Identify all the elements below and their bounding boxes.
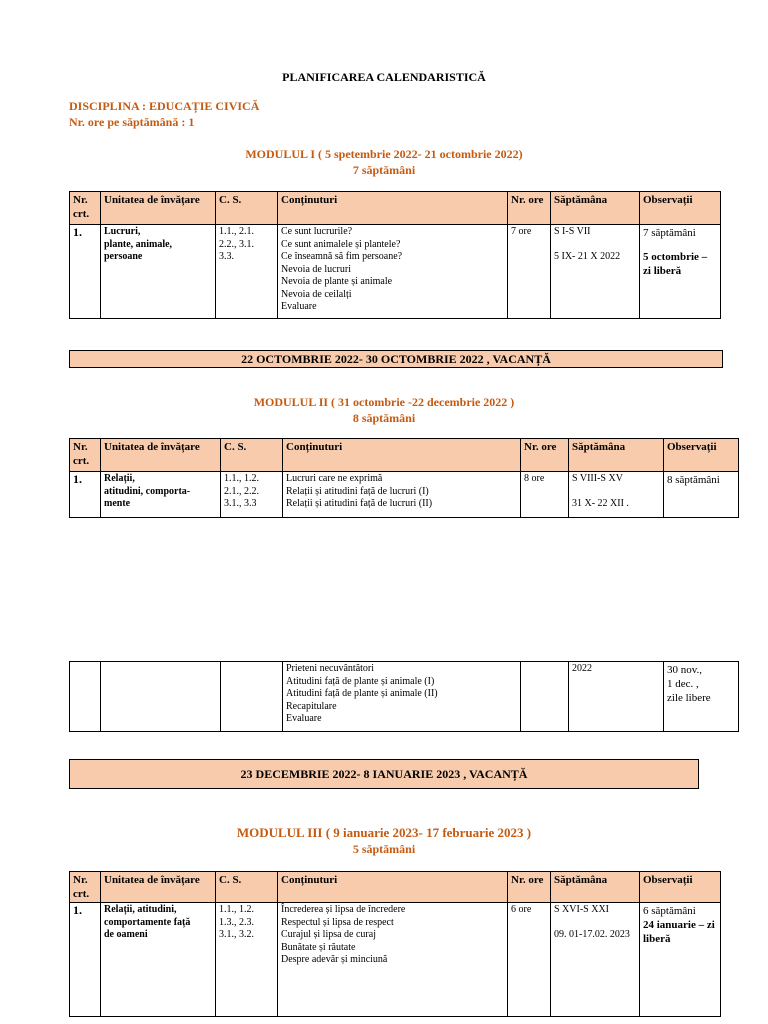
row-week: S I-S VII 5 IX- 21 X 2022 [551,225,640,319]
module-3-table [69,871,721,1017]
row-unit: Relații, atitudini, comportamente față de oameni [101,903,216,1017]
row-observations: 6 săptămâni 24 ianuarie – zi liberă [640,903,721,1017]
module-2-heading [0,394,768,426]
row-cs: 1.1., 2.1. 2.2., 3.1. 3.3. [216,225,278,319]
col-header-cs: C. S. [216,872,278,903]
module-2-table [69,438,739,518]
module-3-title: MODULUL III ( 9 ianuarie 2023- 17 februarie 2023 ) [236,825,532,840]
row-cs: 1.1., 1.2. 2.1., 2.2. 3.1., 3.3 [221,472,283,518]
col-header-obs: Observații [664,439,739,472]
module-1-weeks: 7 săptămâni [352,163,416,177]
row-content: Încrederea și lipsa de încredere Respectul și lipsa de respect Curajul și lipsa de curaj Bunătate și răutate Despre adevăr și minciună [278,903,508,1017]
row-nr: 1. [70,225,101,319]
discipline-block [69,98,259,130]
col-header-week: Săptămâna [551,872,640,903]
vacation-2-banner: 23 DECEMBRIE 2022- 8 IANUARIE 2023 , VACANȚĂ [69,759,699,789]
row-unit [101,662,221,732]
table-header-row [70,192,721,225]
row-observations: 7 săptămâni 5 octombrie – zi liberă [640,225,721,319]
row-hours: 7 ore [508,225,551,319]
row-observations: 30 nov., 1 dec. , zile libere [664,662,739,732]
col-header-hours: Nr. ore [508,872,551,903]
module-2-title: MODULUL II ( 31 octombrie -22 decembrie 2022 ) [253,395,515,409]
table-row [70,225,721,319]
row-content: Lucruri care ne exprimă Relații și atitudini față de lucruri (I) Relații și atitudini față de lucruri (II) [283,472,521,518]
row-hours: 6 ore [508,903,551,1017]
module-1-table [69,191,721,319]
col-header-nr: Nr. crt. [70,439,101,472]
discipline-label: DISCIPLINA : EDUCAȚIE CIVICĂ [69,99,260,113]
col-header-hours: Nr. ore [508,192,551,225]
table-row [70,662,739,732]
col-header-hours: Nr. ore [521,439,569,472]
table-header-row [70,872,721,903]
row-unit: Relații, atitudini, comporta- mente [101,472,221,518]
col-header-cs: C. S. [216,192,278,225]
vacation-1-banner: 22 OCTOMBRIE 2022- 30 OCTOMBRIE 2022 , VACANȚĂ [69,350,723,368]
module-1-title: MODULUL I ( 5 spetembrie 2022- 21 octombrie 2022) [245,147,523,161]
col-header-content: Conținuturi [278,192,508,225]
module-2-continuation-table [69,661,739,732]
row-content: Ce sunt lucrurile? Ce sunt animalele și plantele? Ce înseamnă să fim persoane? Nevoia de lucruri Nevoia de plante și animale Nevoia de ceilalți Evaluare [278,225,508,319]
col-header-cs: C. S. [221,439,283,472]
table-row [70,472,739,518]
col-header-week: Săptămâna [551,192,640,225]
col-header-unit: Unitatea de învățare [101,439,221,472]
row-observations: 8 săptămâni [664,472,739,518]
col-header-unit: Unitatea de învățare [101,192,216,225]
table-header-row [70,439,739,472]
col-header-obs: Observații [640,872,721,903]
module-3-heading [0,825,768,857]
module-2-weeks: 8 săptămâni [352,411,416,425]
row-unit: Lucruri, plante, animale, persoane [101,225,216,319]
row-content: Prieteni necuvântători Atitudini față de plante și animale (I) Atitudini față de plante și animale (II) Recapitulare Evaluare [283,662,521,732]
row-week: S XVI-S XXI 09. 01-17.02. 2023 [551,903,640,1017]
row-week: 2022 [569,662,664,732]
row-week: S VIII-S XV 31 X- 22 XII . [569,472,664,518]
col-header-unit: Unitatea de învățare [101,872,216,903]
col-header-nr: Nr. crt. [70,872,101,903]
row-cs [221,662,283,732]
row-cs: 1.1., 1.2. 1.3., 2.3. 3.1., 3.2. [216,903,278,1017]
col-header-content: Conținuturi [283,439,521,472]
row-nr: 1. [70,472,101,518]
module-3-weeks: 5 săptămâni [352,842,416,856]
page-title: PLANIFICAREA CALENDARISTICĂ [282,70,486,84]
row-hours: 8 ore [521,472,569,518]
row-nr: 1. [70,903,101,1017]
col-header-nr: Nr. crt. [70,192,101,225]
module-1-heading [0,146,768,178]
row-hours [521,662,569,732]
col-header-week: Săptămâna [569,439,664,472]
col-header-obs: Observații [640,192,721,225]
table-row [70,903,721,1017]
row-nr [70,662,101,732]
col-header-content: Conținuturi [278,872,508,903]
weekly-hours-label: Nr. ore pe săptămână : 1 [69,115,195,129]
